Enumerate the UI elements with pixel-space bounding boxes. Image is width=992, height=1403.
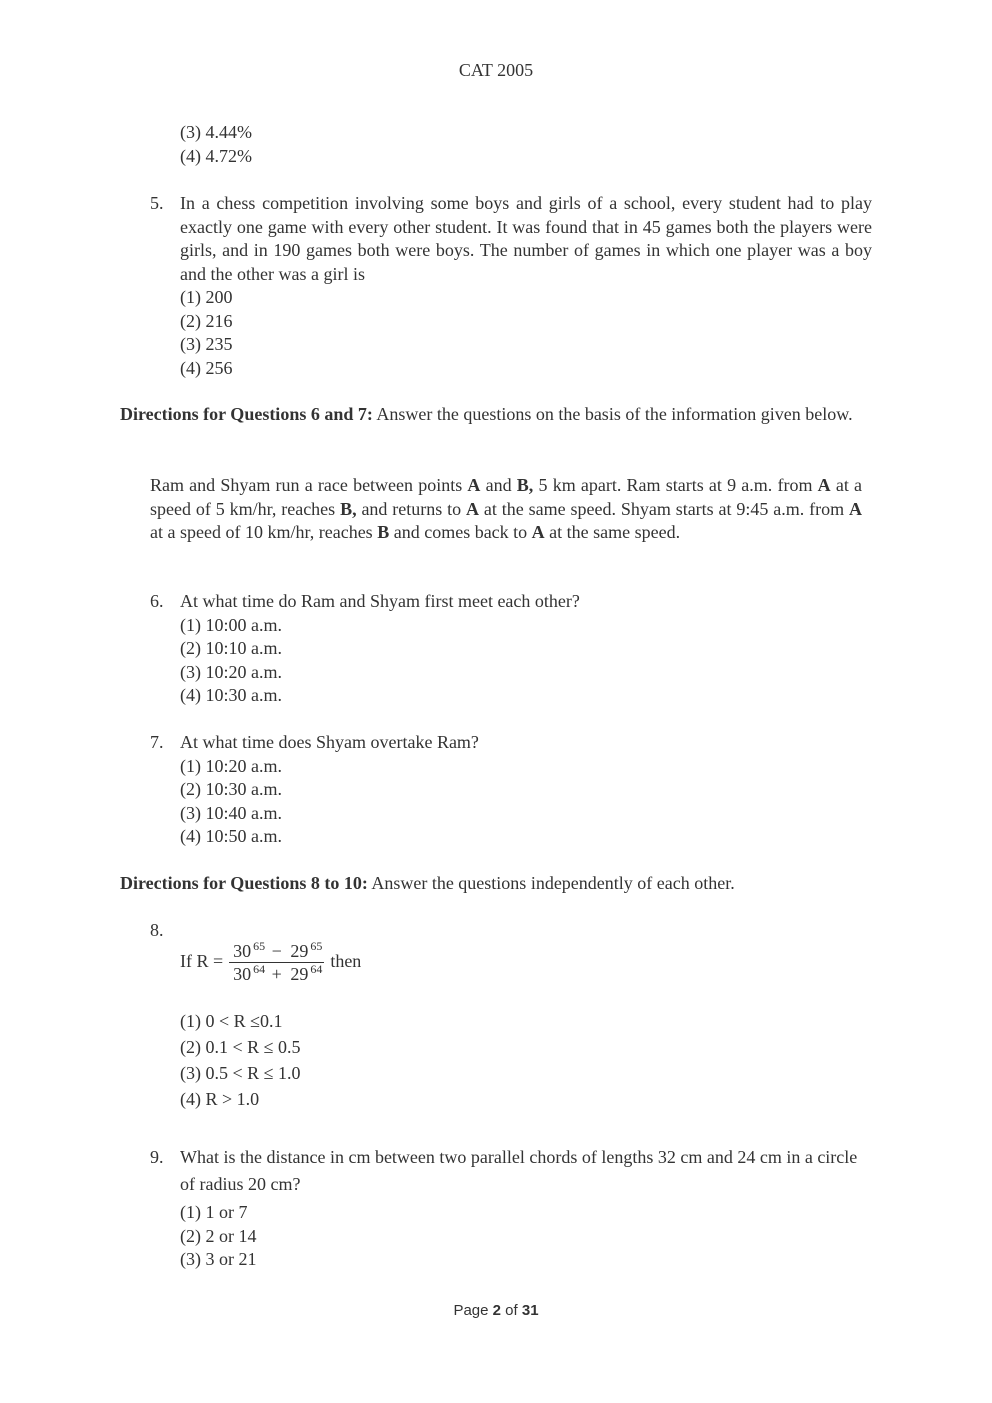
question-number: 8. <box>150 920 164 940</box>
question-text: What is the distance in cm between two parallel chords of lengths 32 cm and 24 cm in a circle of radius 20 cm? <box>180 1147 858 1194</box>
question-6 <box>150 590 872 708</box>
option: (1) 10:20 a.m. <box>180 755 282 776</box>
passage-bold: B <box>377 522 390 542</box>
question-number: 5. <box>150 193 164 213</box>
passage-text: at a speed of 10 km/hr, reaches <box>150 522 378 542</box>
page-header: CAT 2005 <box>458 60 534 80</box>
base: 30 <box>233 964 252 985</box>
option: (3) 4.44% <box>180 122 252 142</box>
exponent: 64 <box>253 962 266 977</box>
exponent: 65 <box>310 939 323 954</box>
exponent: 65 <box>253 939 266 954</box>
passage-bold: A <box>531 522 545 542</box>
question-number: 7. <box>150 732 164 752</box>
option: (4) 4.72% <box>180 145 252 166</box>
formula-prefix: If R = <box>180 951 224 971</box>
option: (4) 10:50 a.m. <box>180 826 282 846</box>
passage-text: and comes back to <box>389 522 532 542</box>
directions-heading: Directions for Questions 8 to 10: <box>120 873 368 893</box>
question-9 <box>150 1144 872 1272</box>
option: (2) 216 <box>180 310 233 331</box>
footer-text: of <box>501 1302 522 1319</box>
passage-bold: A <box>466 498 480 519</box>
question-8 <box>150 919 872 1112</box>
passage-bold: B, <box>516 475 534 495</box>
question-text: At what time do Ram and Shyam first meet each other? <box>180 591 580 611</box>
option: (3) 235 <box>180 334 233 354</box>
option: (2) 10:10 a.m. <box>180 638 282 658</box>
option: (4) 256 <box>180 357 233 378</box>
passage-text: and <box>480 475 517 495</box>
passage-bold: A <box>849 498 862 519</box>
base: 29 <box>290 941 309 962</box>
directions-text: Answer the questions independently of each other. <box>367 873 735 893</box>
passage-text: and returns to <box>356 498 467 519</box>
option: (3) 3 or 21 <box>180 1249 257 1269</box>
fraction <box>229 940 324 985</box>
footer-text: Page <box>453 1302 493 1319</box>
page-number: 2 <box>492 1302 501 1319</box>
passage-text: at the same speed. <box>544 522 681 542</box>
page-total: 31 <box>521 1302 539 1319</box>
directions-heading: Directions for Questions 6 and 7: <box>120 404 373 424</box>
option: (1) 0 < R ≤0.1 <box>180 1011 283 1031</box>
passage <box>150 474 862 545</box>
question-7 <box>150 731 872 849</box>
formula-suffix: then <box>330 951 362 971</box>
passage-text: 5 km apart. Ram starts at 9 a.m. from <box>533 475 818 495</box>
question-number: 9. <box>150 1147 164 1167</box>
exponent: 64 <box>310 962 323 977</box>
passage-bold: A <box>817 475 831 495</box>
directions-text: Answer the questions on the basis of the information given below. <box>372 404 853 424</box>
option: (3) 10:40 a.m. <box>180 802 282 823</box>
denominator <box>229 963 324 985</box>
option: (1) 1 or 7 <box>180 1202 248 1222</box>
option: (4) R > 1.0 <box>180 1089 260 1109</box>
directions-6-7 <box>120 403 860 427</box>
directions-8-10 <box>120 872 880 896</box>
option: (3) 0.5 < R ≤ 1.0 <box>180 1063 301 1083</box>
question-number: 6. <box>150 591 164 611</box>
passage-text: at the same speed. Shyam starts at 9:45 a.m. from <box>479 498 849 519</box>
option: (1) 200 <box>180 287 233 307</box>
option: (2) 0.1 < R ≤ 0.5 <box>180 1037 301 1057</box>
option: (1) 10:00 a.m. <box>180 614 282 635</box>
operator: + <box>267 964 287 985</box>
passage-bold: A <box>467 475 481 495</box>
option: (2) 2 or 14 <box>180 1225 257 1246</box>
option: (2) 10:30 a.m. <box>180 779 282 799</box>
base: 29 <box>290 964 309 985</box>
question-5 <box>150 192 872 380</box>
question-text: In a chess competition involving some boys and girls of a school, every student had to play exactly one game with every other student. It was found that in 45 games both the players were girls, and in 190 games both were boys. The number of games in which one player was a boy and the other was a girl is <box>180 193 872 284</box>
question-text: At what time does Shyam overtake Ram? <box>180 732 479 752</box>
base: 30 <box>233 941 252 962</box>
previous-question-options <box>150 121 872 168</box>
option: (4) 10:30 a.m. <box>180 685 282 705</box>
option: (3) 10:20 a.m. <box>180 661 282 682</box>
page-footer <box>0 1299 992 1323</box>
operator: − <box>267 941 287 962</box>
passage-text: at a speed of 5 km/hr, reaches <box>150 475 862 519</box>
passage-bold: B, <box>340 498 357 519</box>
formula <box>180 936 872 986</box>
passage-text: Ram and Shyam run a race between points <box>150 475 468 495</box>
numerator <box>229 940 324 963</box>
